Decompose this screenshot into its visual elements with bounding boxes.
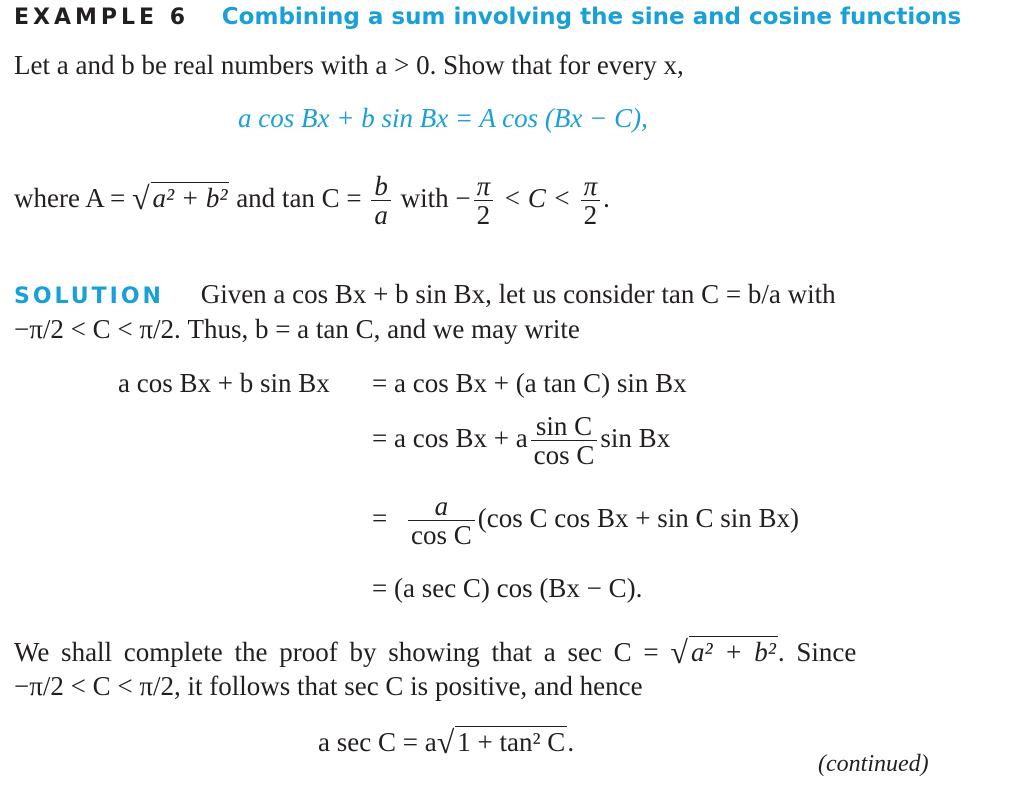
example-title: Combining a sum involving the sine and cosine functions: [221, 4, 962, 30]
sqrt-symbol: √: [670, 634, 688, 670]
closing-line-1: We shall complete the proof by showing that a sec C = √ a² + b². Since: [14, 634, 857, 670]
example-header: [14, 2, 961, 29]
fraction-pi-over-2-right: $\frac{\pi}{2}$: [581, 172, 601, 230]
fraction-pi-over-2: $\frac{\pi}{2}$: [474, 172, 494, 230]
derivation-row-2: = a cos Bx + a $\frac{\text{sin C}}{\text{cos C}}$ sin Bx: [372, 411, 671, 471]
example-label: EXAMPLE 6: [14, 5, 190, 30]
sqrt-expression-3: √ 1 + tan² C: [436, 724, 566, 760]
fraction-a-over-cos: $\frac{a}{\text{cos C}}$: [408, 492, 475, 550]
derivation-row-4: = (a sec C) cos (Bx − C).: [372, 573, 643, 603]
intro-text: Let a and b be real numbers with a > 0. Show that for every x,: [14, 50, 684, 80]
closing-line-2: −π/2 < C < π/2, it follows that sec C is positive, and hence: [14, 671, 643, 701]
where-text: where A =: [14, 183, 126, 214]
fraction-sin-over-cos: $\frac{\text{sin C}}{\text{cos C}}$: [531, 412, 598, 470]
sqrt-expression: √ a² + b²: [131, 180, 228, 217]
derivation-lhs: a cos Bx + b sin Bx: [118, 368, 330, 398]
final-equation: a sec C = a√ 1 + tan² C.: [318, 724, 575, 760]
solution-line-1: SOLUTION Given a cos Bx + b sin Bx, let us consider tan C = b/a with: [14, 279, 836, 309]
sqrt-symbol: √: [436, 724, 455, 760]
sqrt-expression-2: √ a² + b²: [670, 634, 776, 670]
solution-label: SOLUTION: [14, 284, 164, 309]
solution-line-2: −π/2 < C < π/2. Thus, b = a tan C, and we may write: [14, 314, 580, 344]
continued-note: (continued): [818, 751, 929, 777]
derivation-row-1: = a cos Bx + (a tan C) sin Bx: [372, 368, 687, 398]
fraction-b-over-a: $\frac{b}{a}$: [371, 172, 391, 230]
display-equation: a cos Bx + b sin Bx = A cos (Bx − C),: [238, 103, 648, 133]
where-line: where A = √ a² + b² and tan C = $\frac{b}{a}$ with − $\frac{\pi}{2}$ < C < $\frac{\pi}{2}$ .: [14, 171, 610, 231]
sqrt-symbol: √: [131, 180, 150, 217]
derivation-row-3: = $\frac{a}{\text{cos C}}$ (cos C cos Bx + sin C sin Bx): [372, 491, 799, 551]
